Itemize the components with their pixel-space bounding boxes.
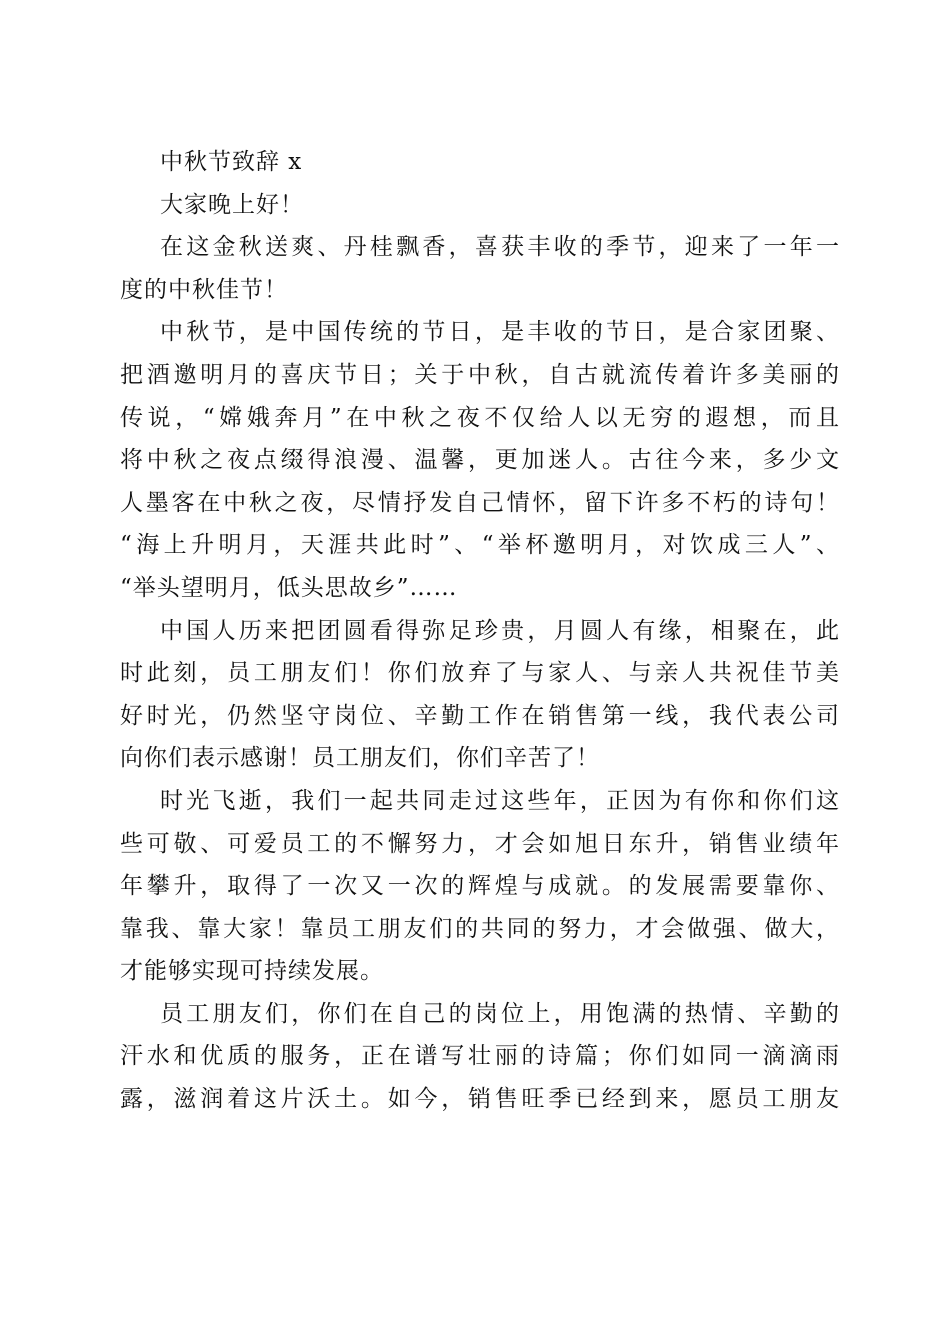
paragraph-line: 汗水和优质的服务，正在谱写壮丽的诗篇；你们如同一滴滴雨	[120, 1043, 840, 1070]
document-body	[120, 141, 840, 1121]
paragraph-line: 些可敬、可爱员工的不懈努力，才会如旭日东升，销售业绩年	[120, 830, 840, 857]
paragraph-line: 度的中秋佳节！	[120, 276, 288, 303]
paragraph-line: “举头望明月，低头思故乡”……	[120, 574, 458, 601]
paragraph-line: 中秋节，是中国传统的节日，是丰收的节日，是合家团聚、	[160, 319, 840, 346]
paragraph-line: 将中秋之夜点缀得浪漫、温馨，更加迷人。古往今来，多少文	[120, 447, 840, 474]
paragraph	[120, 226, 840, 311]
greeting: 大家晚上好！	[160, 191, 304, 218]
paragraph-line: “海上升明月，天涯共此时”、“举杯邀明月，对饮成三人”、	[120, 532, 840, 559]
paragraph-line: 人墨客在中秋之夜，尽情抒发自己情怀，留下许多不朽的诗句！	[120, 489, 840, 516]
paragraph-line: 年攀升，取得了一次又一次的辉煌与成就。的发展需要靠你、	[120, 873, 840, 900]
paragraph-line: 露，滋润着这片沃土。如今，销售旺季已经到来，愿员工朋友	[120, 1086, 840, 1113]
paragraph-line: 时此刻，员工朋友们！你们放弃了与家人、与亲人共祝佳节美	[120, 660, 840, 687]
paragraphs	[120, 226, 840, 1120]
paragraph-line: 才能够实现可持续发展。	[120, 958, 384, 985]
paragraph	[120, 993, 840, 1121]
paragraph-line: 传说，“嫦娥奔月”在中秋之夜不仅给人以无穷的遐想，而且	[120, 404, 840, 431]
paragraph-line: 好时光，仍然坚守岗位、辛勤工作在销售第一线，我代表公司	[120, 702, 840, 729]
document-title: 中秋节致辞 x	[160, 149, 303, 175]
paragraph-line: 把酒邀明月的喜庆节日；关于中秋，自古就流传着许多美丽的	[120, 361, 840, 388]
paragraph-line: 靠我、靠大家！靠员工朋友们的共同的努力，才会做强、做大，	[120, 915, 840, 942]
paragraph	[120, 780, 840, 993]
paragraph	[120, 311, 840, 609]
paragraph-line: 向你们表示感谢！员工朋友们，你们辛苦了！	[120, 745, 600, 772]
paragraph	[120, 610, 840, 780]
paragraph-line: 员工朋友们，你们在自己的岗位上，用饱满的热情、辛勤的	[160, 1000, 840, 1027]
paragraph-line: 时光飞逝，我们一起共同走过这些年，正因为有你和你们这	[160, 787, 840, 814]
paragraph-line: 在这金秋送爽、丹桂飘香，喜获丰收的季节，迎来了一年一	[160, 234, 840, 261]
paragraph-line: 中国人历来把团圆看得弥足珍贵，月圆人有缘，相聚在，此	[160, 617, 840, 644]
